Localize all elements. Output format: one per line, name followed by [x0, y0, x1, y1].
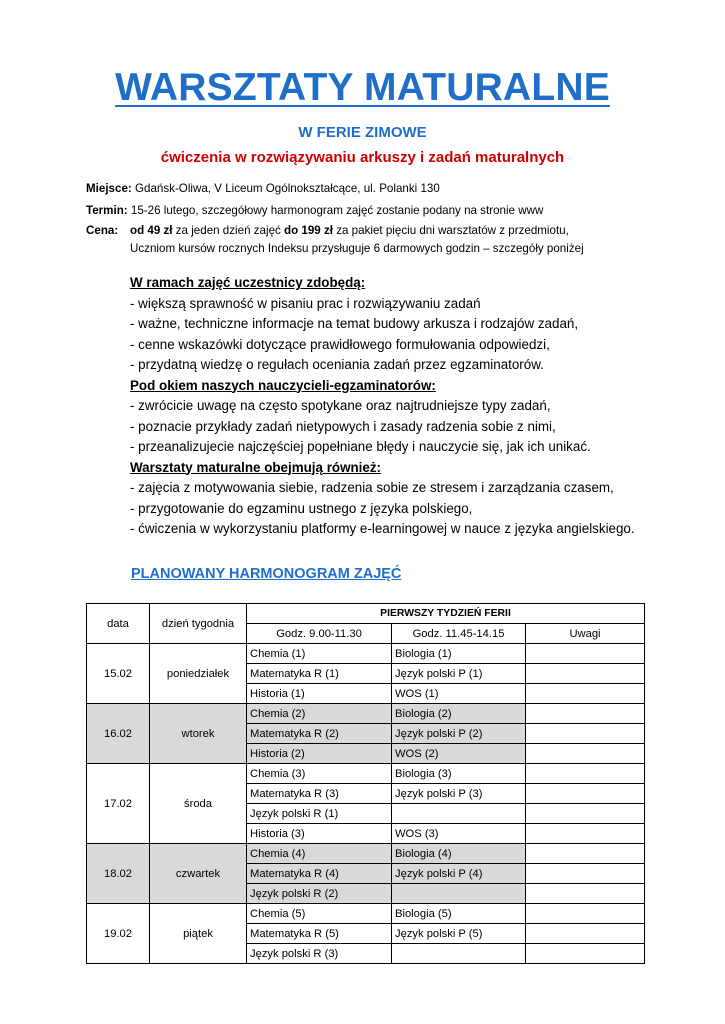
notes-cell	[526, 664, 645, 684]
price-text-2: za pakiet pięciu dni warsztatów z przedmiotu,	[333, 224, 569, 237]
notes-cell	[526, 744, 645, 764]
slot2-cell: Biologia (1)	[392, 644, 526, 664]
slot2-cell: Biologia (2)	[392, 704, 526, 724]
weekday-cell: środa	[150, 764, 247, 844]
list-item: - przygotowanie do egzaminu ustnego z języka polskiego,	[130, 500, 473, 516]
price-text: za jeden dzień zajęć	[172, 224, 285, 237]
slot2-cell: Język polski P (2)	[392, 724, 526, 744]
date-cell: 19.02	[87, 904, 150, 964]
slot1-cell: Matematyka R (1)	[247, 664, 392, 684]
slot1-cell: Matematyka R (5)	[247, 924, 392, 944]
slot1-cell: Matematyka R (3)	[247, 784, 392, 804]
slot1-cell: Matematyka R (2)	[247, 724, 392, 744]
list-item: - zajęcia z motywowania siebie, radzenia sobie ze stresem i zarządzania czasem,	[130, 480, 614, 495]
notes-cell	[526, 864, 645, 884]
notes-cell	[526, 884, 645, 904]
slot2-cell: WOS (2)	[392, 744, 526, 764]
slot1-cell: Chemia (5)	[247, 904, 392, 924]
notes-cell	[526, 944, 645, 964]
list-item: - cenne wskazówki dotyczące prawidłowego formułowania odpowiedzi,	[130, 336, 550, 352]
table-row	[87, 904, 645, 924]
notes-cell	[526, 704, 645, 724]
notes-cell	[526, 804, 645, 824]
date-cell: 16.02	[87, 704, 150, 764]
notes-cell	[526, 844, 645, 864]
notes-cell	[526, 724, 645, 744]
weekday-cell: czwartek	[150, 844, 247, 904]
slot2-cell: WOS (3)	[392, 824, 526, 844]
section-heading: W ramach zajęć uczestnicy zdobędą:	[130, 275, 366, 290]
list-item: - większą sprawność w pisaniu prac i rozwiązywaniu zadań	[130, 295, 481, 311]
section-heading: Pod okiem naszych nauczycieli-egzaminatorów:	[130, 377, 436, 393]
table-row	[87, 764, 645, 784]
col-slot2-header: Godz. 11.45-14.15	[392, 624, 526, 644]
list-item: - poznacie przykłady zadań nietypowych i zasady radzenia sobie z nimi,	[130, 418, 556, 434]
list-item: - przeanalizujecie najczęściej popełniane błędy i nauczycie się, jak ich unikać.	[130, 439, 591, 454]
info-term	[86, 204, 686, 217]
table-row	[87, 704, 645, 724]
slot2-cell: Biologia (5)	[392, 904, 526, 924]
slot2-cell	[392, 944, 526, 964]
date-cell: 18.02	[87, 844, 150, 904]
term-label: Termin:	[86, 204, 128, 217]
weekday-cell: piątek	[150, 904, 247, 964]
notes-cell	[526, 764, 645, 784]
col-date-header: data	[87, 604, 150, 644]
slot2-cell	[392, 804, 526, 824]
slot2-cell: Język polski P (5)	[392, 924, 526, 944]
col-day-header: dzień tygodnia	[150, 604, 247, 644]
notes-cell	[526, 924, 645, 944]
slot2-cell: WOS (1)	[392, 684, 526, 704]
slot1-cell: Język polski R (2)	[247, 884, 392, 904]
weekday-cell: wtorek	[150, 704, 247, 764]
section-heading: Warsztaty maturalne obejmują również:	[130, 459, 382, 475]
price-to: do 199 zł	[284, 224, 333, 237]
price-from: od 49 zł	[130, 224, 173, 237]
slot2-cell: Biologia (3)	[392, 764, 526, 784]
slot1-cell: Język polski R (1)	[247, 804, 392, 824]
date-cell: 17.02	[87, 764, 150, 844]
weekday-cell: poniedziałek	[150, 644, 247, 704]
term-value: 15-26 lutego, szczegółowy harmonogram zajęć zostanie podany na stronie www	[127, 204, 544, 217]
slot1-cell: Chemia (2)	[247, 704, 392, 724]
table-row	[87, 644, 645, 664]
place-label: Miejsce:	[86, 182, 132, 195]
place-value: Gdańsk-Oliwa, V Liceum Ogólnokształcące, ul. Polanki 130	[131, 182, 440, 195]
table-header-row	[87, 604, 645, 624]
info-place	[86, 182, 686, 195]
price-label: Cena:	[86, 224, 119, 237]
list-item: - ćwiczenia w wykorzystaniu platformy e-learningowej w nauce z języka angielskiego.	[130, 521, 635, 536]
list-item: - zwrócicie uwagę na często spotykane oraz najtrudniejsze typy zadań,	[130, 398, 551, 413]
notes-cell	[526, 644, 645, 664]
col-slot1-header: Godz. 9.00-11.30	[247, 624, 392, 644]
schedule-title: PLANOWANY HARMONOGRAM ZAJĘĆ	[131, 566, 402, 582]
slot2-cell: Język polski P (1)	[392, 664, 526, 684]
notes-cell	[526, 684, 645, 704]
notes-cell	[526, 904, 645, 924]
slot1-cell: Historia (1)	[247, 684, 392, 704]
week-header: PIERWSZY TYDZIEŃ FERII	[247, 604, 645, 624]
slot2-cell: Biologia (4)	[392, 844, 526, 864]
slot1-cell: Historia (2)	[247, 744, 392, 764]
info-price-note: Uczniom kursów rocznych Indeksu przysługuje 6 darmowych godzin – szczegóły poniżej	[130, 242, 584, 255]
subtitle: W FERIE ZIMOWE	[298, 124, 427, 141]
schedule-table	[86, 603, 645, 964]
notes-cell	[526, 824, 645, 844]
slot2-cell: Język polski P (3)	[392, 784, 526, 804]
col-notes-header: Uwagi	[526, 624, 645, 644]
slot1-cell: Chemia (1)	[247, 644, 392, 664]
slot1-cell: Matematyka R (4)	[247, 864, 392, 884]
page-title: WARSZTATY MATURALNE	[115, 66, 610, 109]
slot1-cell: Chemia (3)	[247, 764, 392, 784]
benefits-list	[130, 273, 690, 540]
slot2-cell: Język polski P (4)	[392, 864, 526, 884]
info-price	[86, 224, 686, 237]
subtitle-description: ćwiczenia w rozwiązywaniu arkuszy i zadań maturalnych	[160, 149, 565, 166]
table-row	[87, 844, 645, 864]
slot1-cell: Język polski R (3)	[247, 944, 392, 964]
slot2-cell	[392, 884, 526, 904]
list-item: - przydatną wiedzę o regułach oceniania zadań przez egzaminatorów.	[130, 357, 544, 372]
slot1-cell: Chemia (4)	[247, 844, 392, 864]
notes-cell	[526, 784, 645, 804]
date-cell: 15.02	[87, 644, 150, 704]
slot1-cell: Historia (3)	[247, 824, 392, 844]
list-item: - ważne, techniczne informacje na temat budowy arkusza i rodzajów zadań,	[130, 316, 579, 331]
